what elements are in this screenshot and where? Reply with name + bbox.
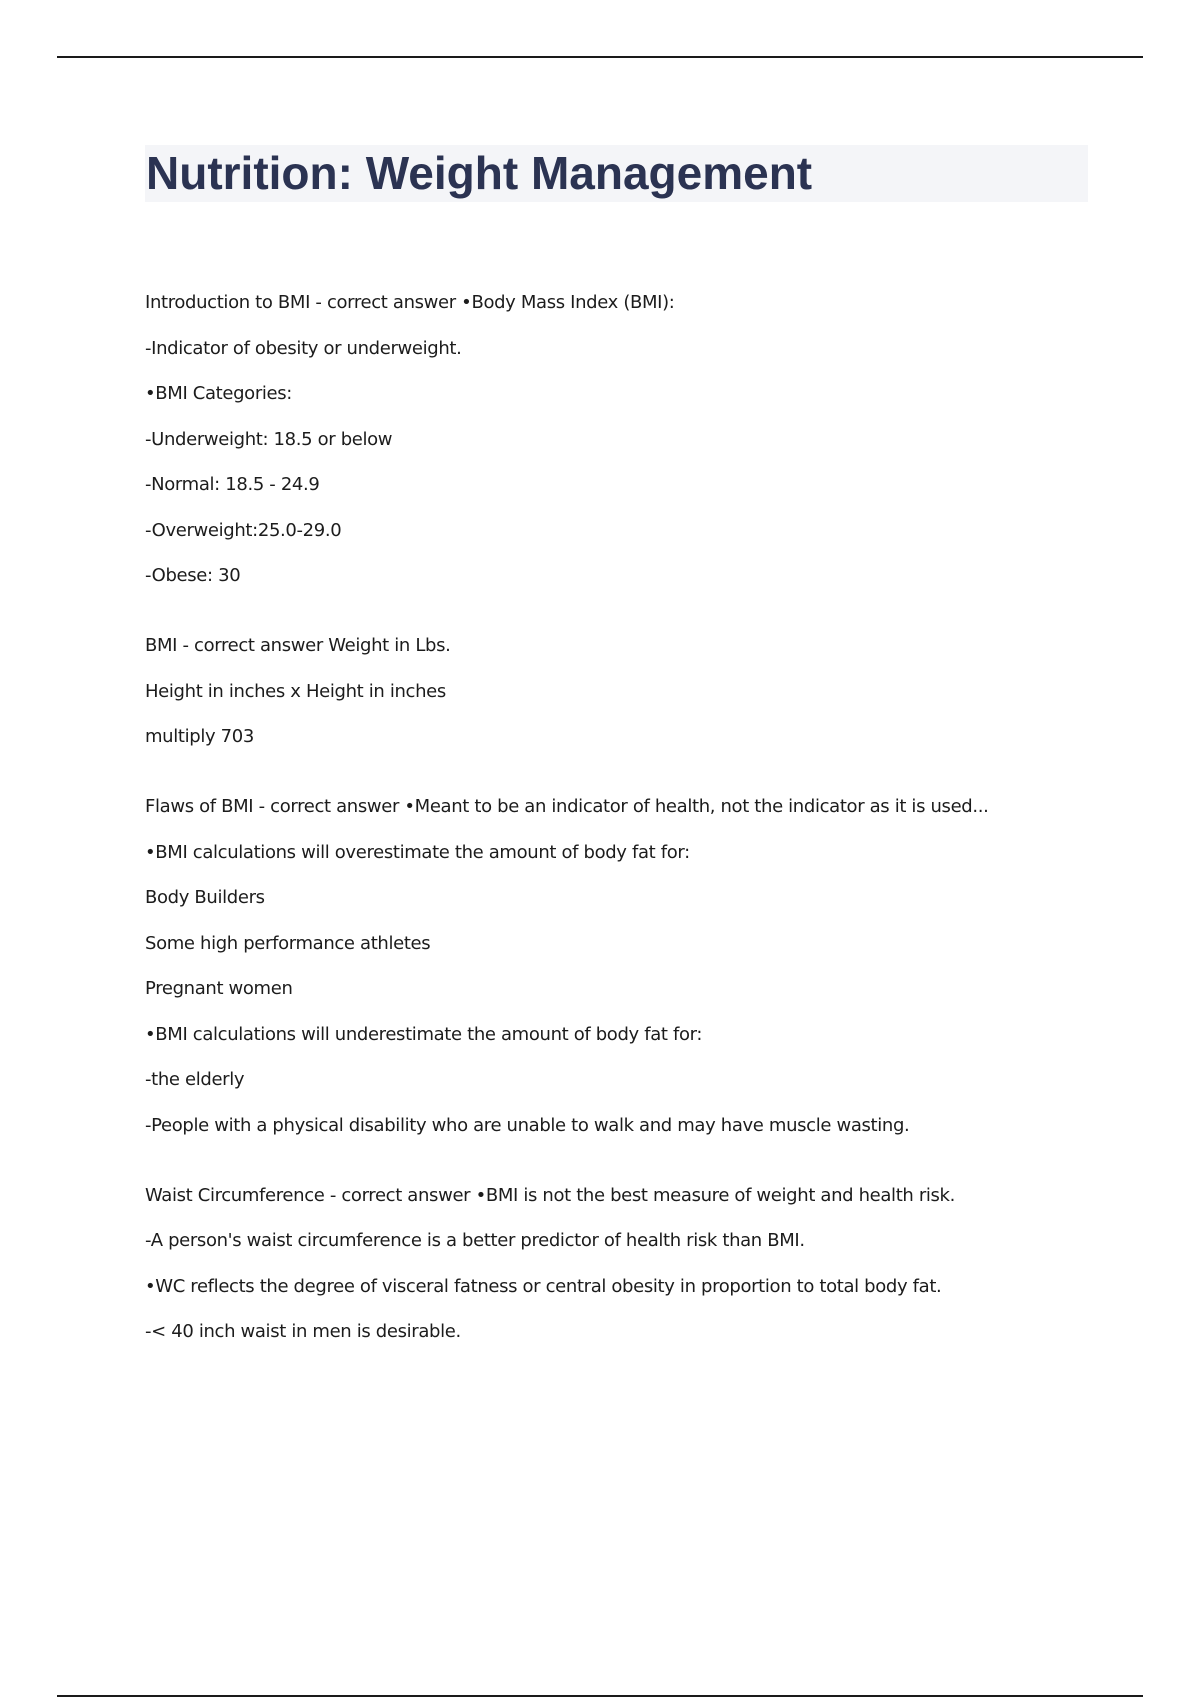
page-title: Nutrition: Weight Management xyxy=(146,147,813,199)
text-line: multiply 703 xyxy=(145,726,254,747)
text-line: Flaws of BMI - correct answer •Meant to be an indicator of health, not the indicator as it is used... xyxy=(145,796,989,817)
text-line: BMI - correct answer Weight in Lbs. xyxy=(145,635,451,656)
text-line: -< 40 inch waist in men is desirable. xyxy=(145,1321,461,1342)
document-body xyxy=(145,290,1095,1389)
text-line: •WC reflects the degree of visceral fatness or central obesity in proportion to total body fat. xyxy=(145,1275,942,1297)
text-line: -Indicator of obesity or underweight. xyxy=(145,337,462,359)
text-line: Waist Circumference - correct answer •BMI is not the best measure of weight and health risk. xyxy=(145,1184,956,1206)
section-bmi xyxy=(145,633,1095,749)
text-line: Introduction to BMI - correct answer •Body Mass Index (BMI): xyxy=(145,292,675,313)
section-introduction-to-bmi xyxy=(145,290,1095,588)
text-line: -Normal: 18.5 - 24.9 xyxy=(145,474,320,495)
text-line: Body Builders xyxy=(145,887,265,908)
text-line: -A person's waist circumference is a better predictor of health risk than BMI. xyxy=(145,1230,805,1251)
text-line: •BMI calculations will overestimate the amount of body fat for: xyxy=(145,841,690,863)
section-flaws-of-bmi xyxy=(145,794,1095,1138)
text-line: -People with a physical disability who are unable to walk and may have muscle wasting. xyxy=(145,1114,910,1136)
bottom-rule xyxy=(57,1695,1143,1697)
top-rule xyxy=(57,56,1143,58)
text-line: -Overweight:25.0-29.0 xyxy=(145,519,342,541)
text-line: Pregnant women xyxy=(145,978,293,999)
text-line: •BMI calculations will underestimate the amount of body fat for: xyxy=(145,1023,703,1045)
section-waist-circumference xyxy=(145,1183,1095,1345)
text-line: Height in inches x Height in inches xyxy=(145,680,446,702)
text-line: -Obese: 30 xyxy=(145,565,241,586)
text-line: •BMI Categories: xyxy=(145,383,293,404)
text-line: Some high performance athletes xyxy=(145,932,431,954)
text-line: -Underweight: 18.5 or below xyxy=(145,428,393,450)
text-line: -the elderly xyxy=(145,1069,245,1090)
